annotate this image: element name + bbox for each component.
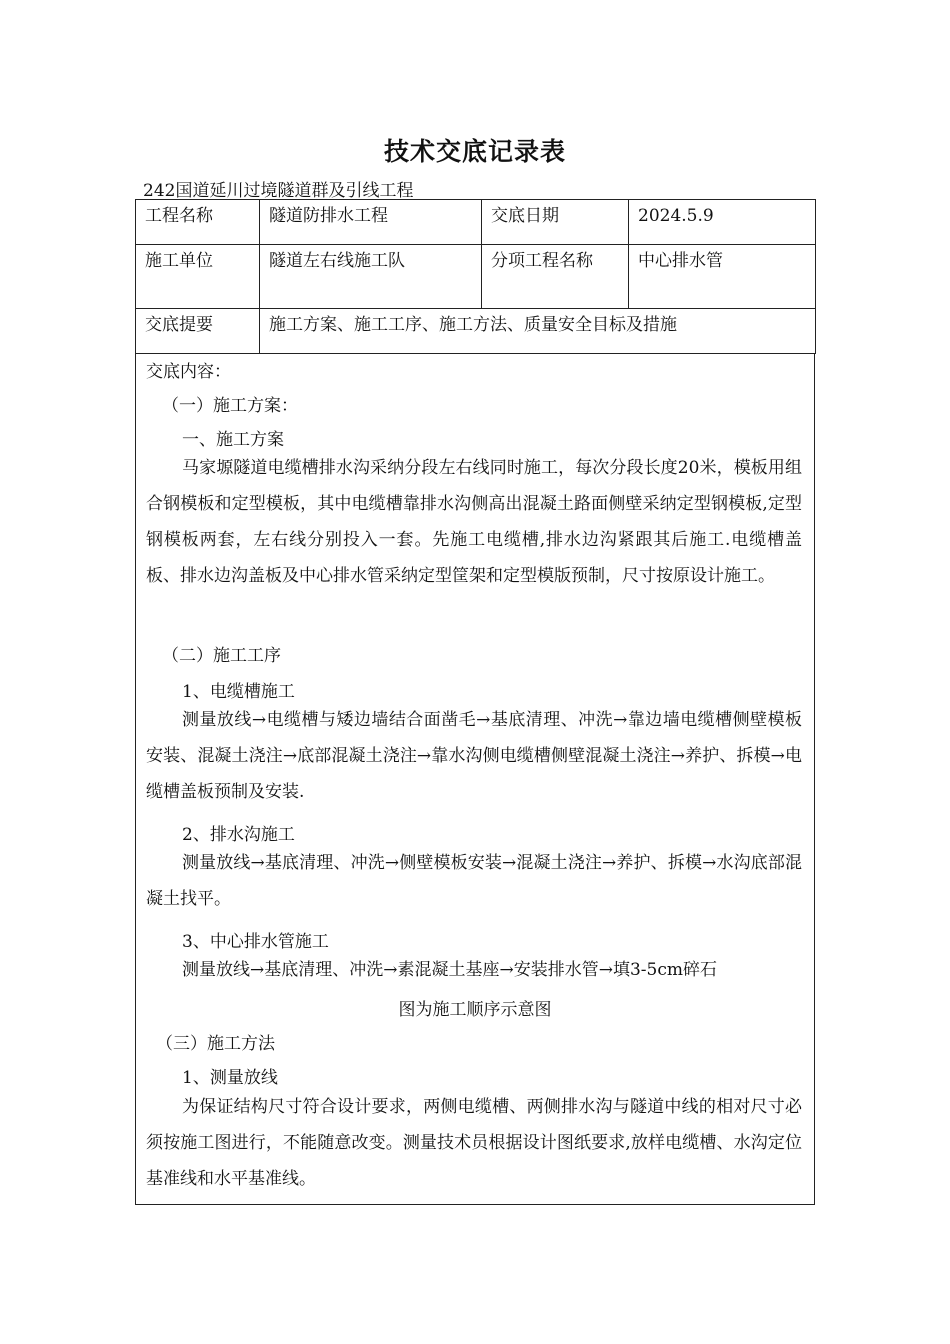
content-box (135, 353, 815, 1205)
section-2-item-1: 1、电缆槽施工 (182, 682, 295, 702)
figure-caption: 图为施工顺序示意图 (398, 1000, 552, 1020)
value-project-name: 隧道防排水工程 (260, 200, 482, 245)
label-construction-unit: 施工单位 (136, 245, 260, 309)
value-date: 2024.5.9 (629, 200, 816, 245)
document-title: 技术交底记录表 (383, 137, 566, 166)
label-date: 交底日期 (482, 200, 629, 245)
table-row (136, 200, 816, 245)
section-3-item-1-body: 为保证结构尺寸符合设计要求，两侧电缆槽、两侧排水沟与隧道中线的相对尺寸必须按施工图进行，不能随意改变。测量技术员根据设计图纸要求,放样电缆槽、水沟定位基准线和水平基准线。 (146, 1097, 802, 1189)
label-summary: 交底提要 (136, 309, 260, 354)
section-3-item-1: 1、测量放线 (182, 1068, 278, 1088)
info-table (135, 199, 816, 354)
value-sub-project: 中心排水管 (629, 245, 816, 309)
section-2-item-3-body: 测量放线→基底清理、冲洗→素混凝土基座→安装排水管→填3-5cm碎石 (182, 960, 717, 980)
section-1-body: 马家塬隧道电缆槽排水沟采纳分段左右线同时施工，每次分段长度20米，模板用组合钢模板和定型模板，其中电缆槽靠排水沟侧高出混凝土路面侧壁采纳定型钢模板,定型钢模板两套，左右线分别投入一套。先施工电缆槽,排水边沟紧跟其后施工.电缆槽盖板、排水边沟盖板及中心排水管采纳定型筐架和定型模版预制，尺寸按原设计施工。 (146, 458, 802, 586)
label-sub-project: 分项工程名称 (482, 245, 629, 309)
section-2-item-2: 2、排水沟施工 (182, 825, 295, 845)
table-row (136, 245, 816, 309)
section-1-subtitle: 一、施工方案 (182, 430, 284, 450)
section-3-title: （三）施工方法 (156, 1034, 275, 1054)
table-row (136, 309, 816, 354)
content-header: 交底内容： (146, 362, 231, 382)
section-2-item-1-body: 测量放线→电缆槽与矮边墙结合面凿毛→基底清理、冲洗→靠边墙电缆槽侧壁模板安装、混凝土浇注→底部混凝土浇注→靠水沟侧电缆槽侧壁混凝土浇注→养护、拆模→电缆槽盖板预制及安装. (146, 710, 802, 802)
section-1-title: （一）施工方案： (162, 396, 298, 416)
section-2-title: （二）施工工序 (162, 646, 281, 666)
section-2-item-2-body: 测量放线→基底清理、冲洗→侧壁模板安装→混凝土浇注→养护、拆模→水沟底部混凝土找平。 (146, 853, 802, 909)
project-name: 242国道延川过境隧道群及引线工程 (143, 181, 414, 201)
value-summary: 施工方案、施工工序、施工方法、质量安全目标及措施 (260, 309, 816, 354)
label-project-name: 工程名称 (136, 200, 260, 245)
value-construction-unit: 隧道左右线施工队 (260, 245, 482, 309)
section-2-item-3: 3、中心排水管施工 (182, 932, 329, 952)
